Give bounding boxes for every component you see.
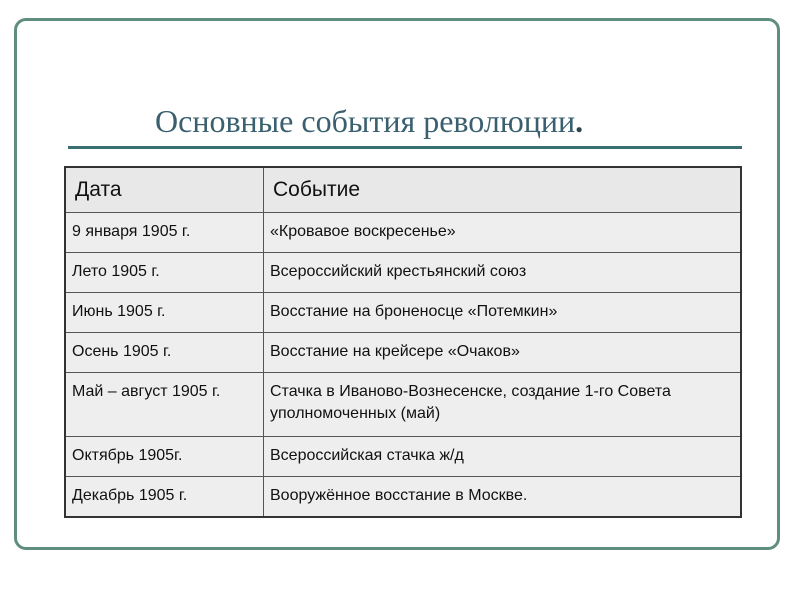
event-cell: Всероссийский крестьянский союз (264, 253, 742, 293)
event-cell: Всероссийская стачка ж/д (264, 437, 742, 477)
table-row (65, 333, 741, 373)
event-cell: Вооружённое восстание в Москве. (264, 477, 742, 517)
table-row (65, 373, 741, 437)
slide-title-dot: . (575, 103, 584, 139)
date-cell: Октябрь 1905г. (65, 437, 264, 477)
header-date: Дата (65, 167, 264, 213)
event-cell: «Кровавое воскресенье» (264, 213, 742, 253)
table-header-row (65, 167, 741, 213)
events-table (64, 166, 742, 518)
table-row (65, 253, 741, 293)
date-cell: 9 января 1905 г. (65, 213, 264, 253)
slide-title (155, 103, 583, 140)
slide-title-text: Основные события революции (155, 103, 576, 139)
title-underline (68, 146, 742, 149)
table-row (65, 293, 741, 333)
table-row (65, 437, 741, 477)
event-cell: Восстание на броненосце «Потемкин» (264, 293, 742, 333)
table-row (65, 477, 741, 517)
date-cell: Май – август 1905 г. (65, 373, 264, 437)
date-cell: Осень 1905 г. (65, 333, 264, 373)
date-cell: Июнь 1905 г. (65, 293, 264, 333)
date-cell: Лето 1905 г. (65, 253, 264, 293)
table-row (65, 213, 741, 253)
header-event: Событие (264, 167, 742, 213)
date-cell: Декабрь 1905 г. (65, 477, 264, 517)
event-cell: Восстание на крейсере «Очаков» (264, 333, 742, 373)
event-cell: Стачка в Иваново-Вознесенске, создание 1-го Совета уполномоченных (май) (264, 373, 742, 437)
